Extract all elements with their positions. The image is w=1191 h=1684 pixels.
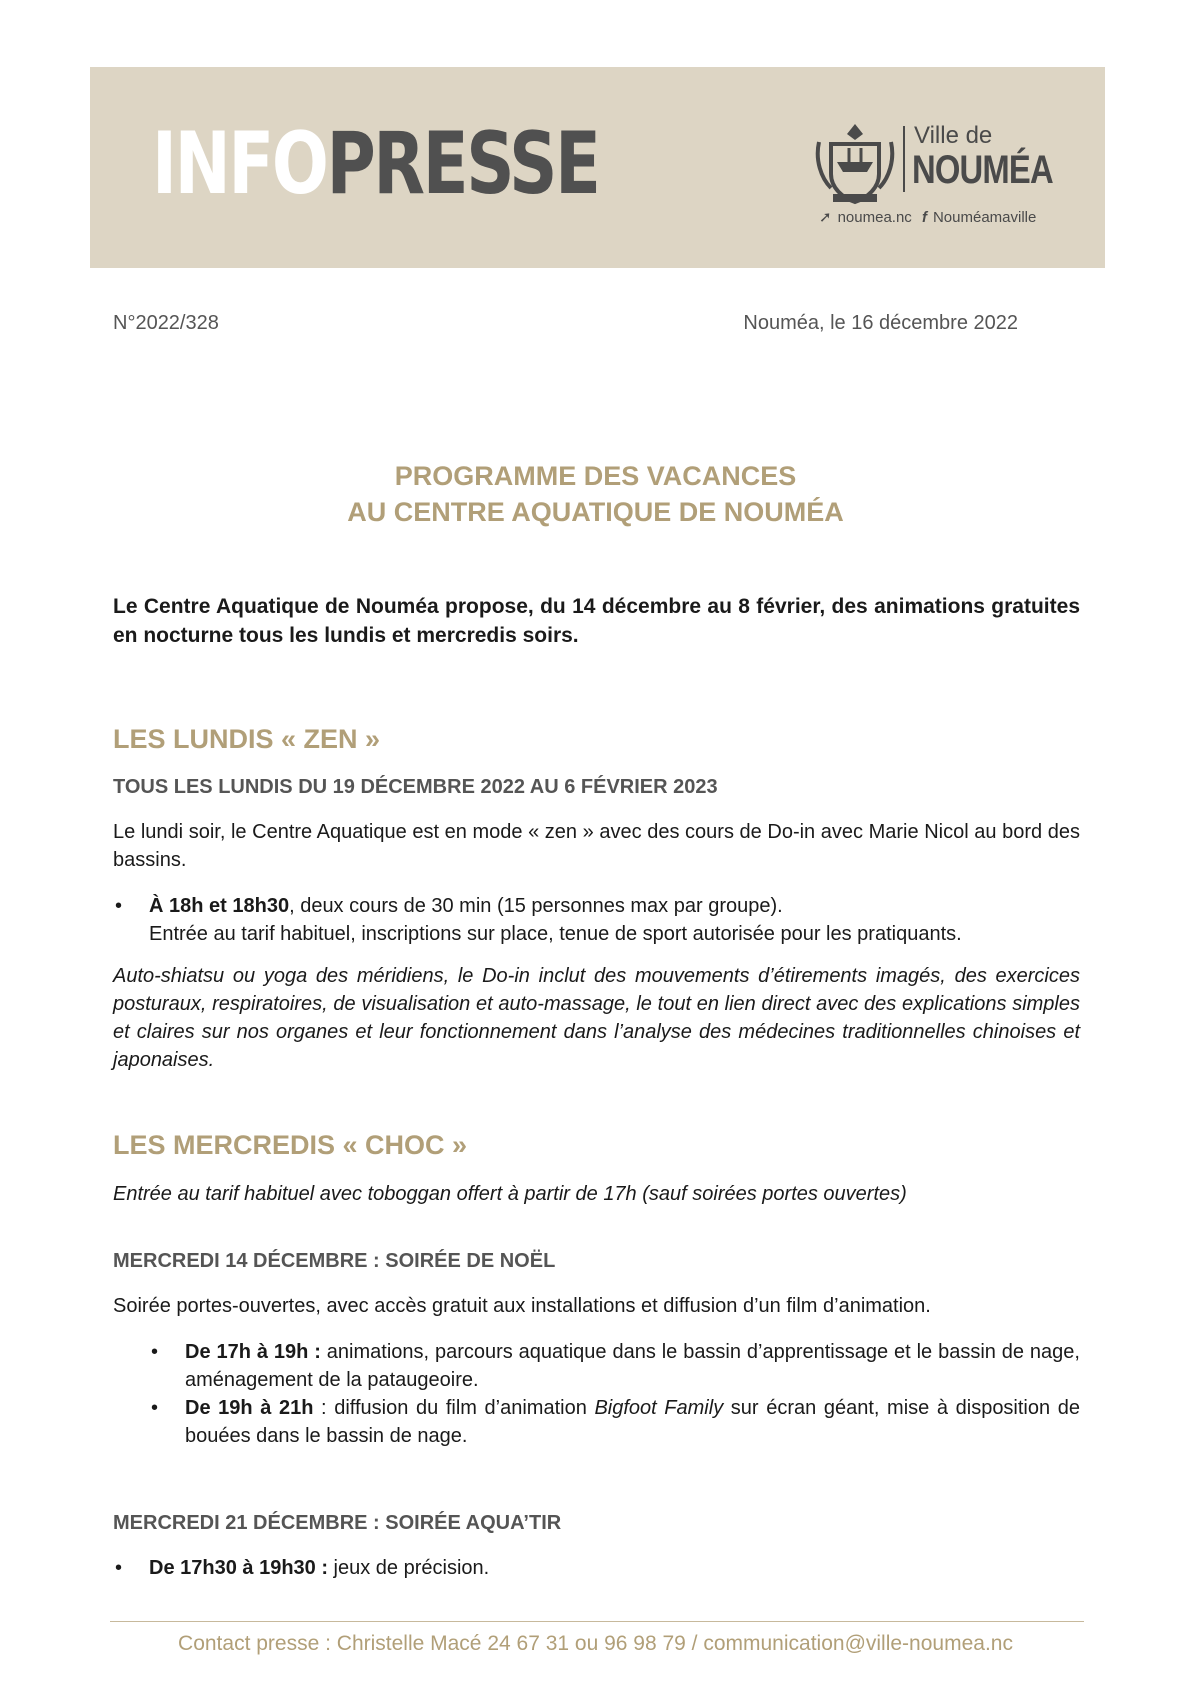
- publication-date: Nouméa, le 16 décembre 2022: [743, 312, 1018, 334]
- mercredis-heading: LES MERCREDIS « CHOC »: [113, 1130, 468, 1160]
- ville-de-text: Ville de: [914, 122, 993, 149]
- event1-heading: MERCREDI 14 DÉCEMBRE : SOIRÉE DE NOËL: [113, 1250, 556, 1272]
- lundis-bullet: [115, 892, 1080, 948]
- facebook-link[interactable]: Nouméamaville: [932, 209, 1037, 226]
- lundis-bullet-line2: Entrée au tarif habituel, inscriptions sur place, tenue de sport autorisée pour les pratiquants.: [149, 923, 962, 945]
- bullet-dot-icon: •: [151, 1397, 159, 1419]
- event1-b2-film: Bigfoot Family: [594, 1397, 724, 1419]
- lundis-subheading: TOUS LES LUNDIS DU 19 DÉCEMBRE 2022 AU 6 FÉVRIER 2023: [113, 776, 718, 798]
- event2-b1-text: jeux de précision.: [328, 1557, 490, 1579]
- bullet-dot-icon: •: [151, 1341, 159, 1363]
- bullet-dot-icon: •: [115, 895, 123, 917]
- noumea-text: NOUMÉA: [912, 148, 1053, 192]
- event1-b2-text-b: sur écran géant, mise à disposition de bouées dans le bassin de nage.: [185, 1397, 1080, 1447]
- title-line-2: AU CENTRE AQUATIQUE DE NOUMÉA: [347, 497, 844, 527]
- event1-bullet-1: [151, 1338, 1080, 1394]
- mercredis-intro: Entrée au tarif habituel avec toboggan offert à partir de 17h (sauf soirées portes ouvertes): [113, 1183, 907, 1205]
- event1-bullet-2: [151, 1394, 1080, 1450]
- ville-links: [819, 208, 1042, 226]
- lundis-bullet-text: , deux cours de 30 min (15 personnes max par groupe).: [289, 895, 783, 917]
- site-link[interactable]: noumea.nc: [837, 209, 912, 226]
- event2-bullet-1: [115, 1554, 1080, 1582]
- footer-contact: Contact presse : Christelle Macé 24 67 31 ou 96 98 79 / communication@ville-noumea.nc: [178, 1632, 1013, 1655]
- event2-heading: MERCREDI 21 DÉCEMBRE : SOIRÉE AQUA’TIR: [113, 1512, 562, 1534]
- logo-presse: PRESSE: [326, 114, 599, 214]
- header-banner: [90, 67, 1105, 268]
- bullet-dot-icon: •: [115, 1557, 123, 1579]
- arrow-icon: ➚: [819, 209, 832, 226]
- noumea-crest-icon: [815, 122, 895, 206]
- logo-info: INFO: [152, 114, 327, 214]
- document-title: [0, 458, 1191, 530]
- ville-logo: [815, 122, 1075, 226]
- event1-b1-time: De 17h à 19h :: [185, 1341, 321, 1363]
- event1-text: Soirée portes-ouvertes, avec accès gratuit aux installations et diffusion d’un film d’animation.: [113, 1295, 931, 1317]
- logo-separator: [903, 126, 905, 192]
- lundis-bullet-time: À 18h et 18h30: [149, 895, 290, 917]
- lead-paragraph: Le Centre Aquatique de Nouméa propose, du 14 décembre au 8 février, des animations gratuites en nocturne tous les lundis et mercredis soirs.: [113, 595, 1080, 647]
- facebook-icon: f: [921, 209, 927, 226]
- event1-b2-text-a: : diffusion du film d’animation: [313, 1397, 595, 1419]
- reference-number: N°2022/328: [113, 312, 219, 334]
- lundis-heading: LES LUNDIS « ZEN »: [113, 724, 381, 754]
- footer-divider: [110, 1621, 1084, 1622]
- lundis-intro: Le lundi soir, le Centre Aquatique est en mode « zen » avec des cours de Do-in avec Marie Nicol au bord des bassins.: [113, 821, 1080, 871]
- event1-b2-time: De 19h à 21h: [185, 1397, 314, 1419]
- event1-b1-text: animations, parcours aquatique dans le bassin d’apprentissage et le bassin de nage, aménagement de la pataugeoire.: [185, 1341, 1080, 1391]
- infopresse-logo: [152, 114, 599, 214]
- lundis-description: Auto-shiatsu ou yoga des méridiens, le Do-in inclut des mouvements d’étirements imagés, des exercices posturaux, respiratoires, de visualisation et auto-massage, le tout en lien direct avec des explications simples et claires sur nos organes et leur fonctionnement dans l’analyse des médecines traditionnelles chinoises et japonaises.: [113, 965, 1080, 1071]
- event2-b1-time: De 17h30 à 19h30 :: [149, 1557, 328, 1579]
- title-line-1: PROGRAMME DES VACANCES: [394, 461, 797, 491]
